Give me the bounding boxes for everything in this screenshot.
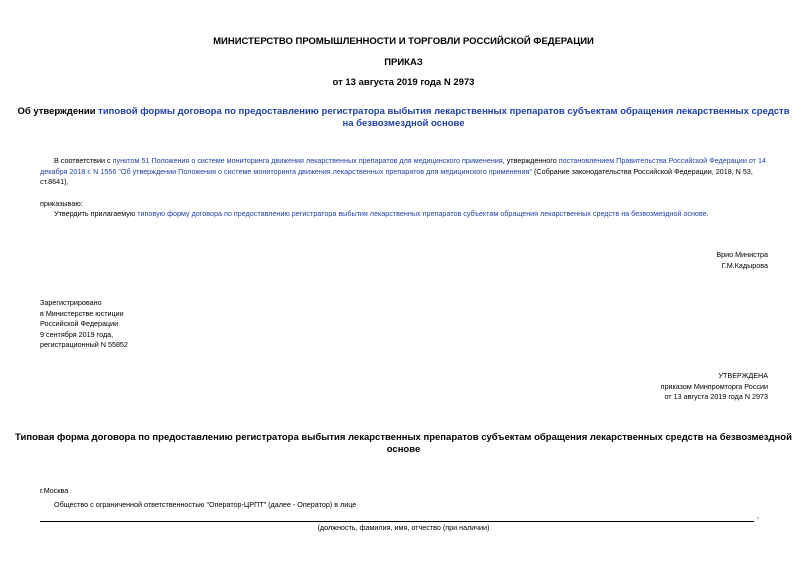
- registration-line: Российской Федерации: [40, 319, 119, 329]
- preamble-paragraph: [40, 156, 770, 188]
- preamble-link-resolution-b[interactable]: декабря 2018 г. N 1556 "Об утверждении Положения о системе мониторинга движения лекарственных препаратов для медицинского применения": [40, 166, 532, 176]
- contract-fill-line: [40, 521, 754, 522]
- doc-date-number: от 13 августа 2019 года N 2973: [332, 77, 475, 88]
- preamble-text-1: В соответствии с: [54, 156, 113, 165]
- title-link-line2[interactable]: на безвозмездной основе: [342, 118, 465, 129]
- ministry-heading: МИНИСТЕРСТВО ПРОМЫШЛЕННОСТИ И ТОРГОВЛИ РОССИЙСКОЙ ФЕДЕРАЦИИ: [213, 36, 594, 47]
- signature-position: Врио Министра: [716, 250, 768, 259]
- registration-block: [40, 298, 128, 351]
- prikazyvayu-text: приказываю:: [40, 199, 83, 208]
- preamble-link-clause-51[interactable]: пунктом 51 Положения о системе мониторинга движения лекарственных препаратов для медицинского применения: [112, 156, 503, 165]
- contract-party-text: Общество с ограниченной ответственностью "Оператор-ЦРПТ" (далее - Оператор) в лице: [54, 500, 357, 509]
- registration-line: регистрационный N 55852: [40, 340, 128, 350]
- registration-line: в Министерстве юстиции: [40, 308, 124, 318]
- contract-city: г.Москва: [40, 486, 69, 495]
- approved-line-3: от 13 августа 2019 года N 2973: [664, 392, 768, 402]
- form-title: [0, 432, 807, 456]
- registration-line: Зарегистрировано: [40, 298, 102, 307]
- form-title-line-2: основе: [386, 444, 421, 455]
- registration-line: 9 сентября 2019 года,: [40, 329, 114, 339]
- signature-name: Г.М.Кадырова: [721, 261, 768, 270]
- title-prefix: Об утверждении: [17, 106, 99, 117]
- preamble-text-3: (Собрание законодательства Российской Федерации, 2018, N 53,: [532, 166, 753, 176]
- preamble-text-4: ст.8641),: [40, 177, 69, 187]
- title-link-line1[interactable]: типовой формы договора по предоставлению регистратора выбытия лекарственных препаратов субъектам обращения лекарственных средств: [98, 106, 790, 117]
- contract-comma: ,: [757, 511, 759, 520]
- preamble-link-resolution-a[interactable]: постановлением Правительства Российской Федерации от 14: [558, 156, 766, 165]
- order-text-1: Утвердить прилагаемую: [54, 209, 138, 218]
- approved-line-2: приказом Минпромторга России: [660, 381, 768, 391]
- doc-type-heading: ПРИКАЗ: [384, 57, 423, 68]
- order-text-2: .: [706, 209, 709, 218]
- approved-line-1: УТВЕРЖДЕНА: [718, 371, 768, 380]
- document-title: [0, 106, 807, 130]
- approved-block: [560, 371, 768, 403]
- order-paragraph: [54, 209, 709, 220]
- preamble-text-2: , утвержденного: [502, 156, 559, 165]
- order-link-typical-form[interactable]: типовую форму договора по предоставлению регистратора выбытия лекарственных препаратов субъектам обращения лекарственных средств на безвозмездной основе: [137, 209, 707, 218]
- form-title-line-1: Типовая форма договора по предоставлению регистратора выбытия лекарственных препаратов субъектам обращения лекарственных средств на безвозмездной: [15, 432, 792, 443]
- contract-line-caption: (должность, фамилия, имя, отчество (при наличии): [317, 523, 490, 532]
